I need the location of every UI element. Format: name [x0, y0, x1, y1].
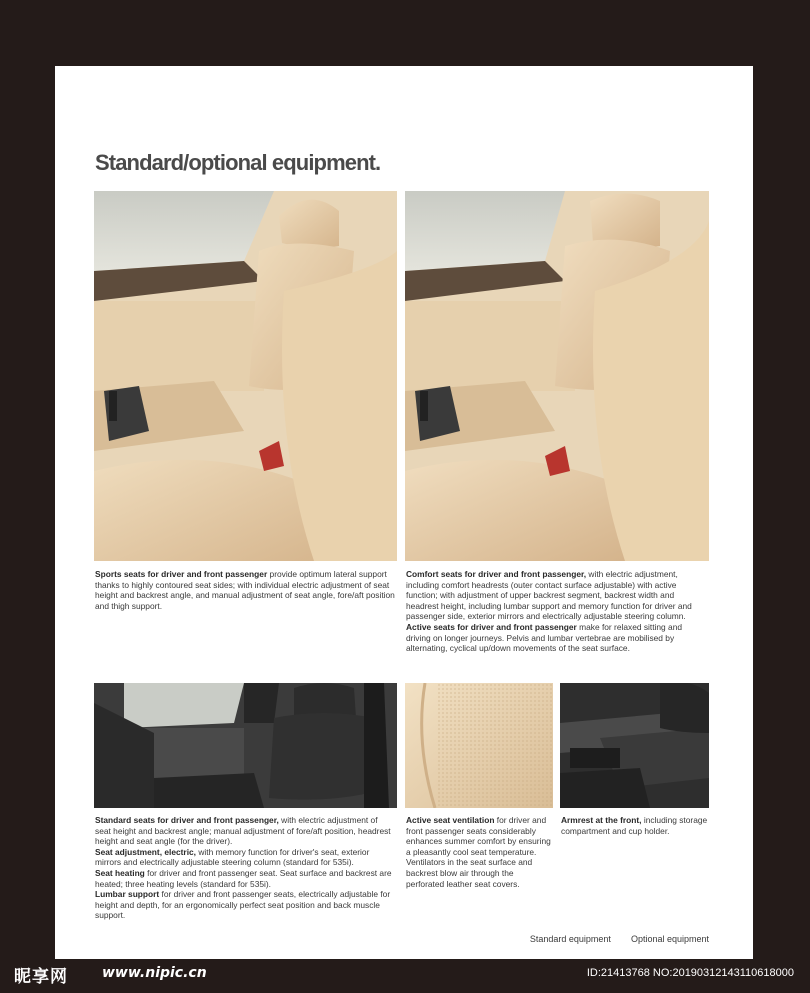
armrest-photo — [560, 683, 709, 808]
watermark-logo: 昵享网 — [14, 967, 68, 987]
caption-heading: Comfort seats for driver and front passenger, — [406, 569, 587, 579]
page-title: Standard/optional equipment. — [95, 150, 381, 175]
comfort-seats-caption — [406, 569, 708, 654]
seat-ventilation-caption — [406, 815, 552, 889]
caption-body: with memory function for driver's seat, exterior mirrors and electrically adjustable steering column (standard for 535i). — [95, 846, 370, 868]
caption-body: including storage compartment and cup holder. — [561, 815, 708, 836]
sports-seats-photo — [94, 191, 397, 561]
caption-heading: Active seat ventilation — [406, 815, 495, 825]
sports-seats-caption — [95, 569, 395, 611]
comfort-seats-photo — [405, 191, 709, 561]
caption-heading: Seat heating — [95, 867, 145, 878]
equipment-legend — [530, 934, 709, 944]
watermark-id: ID:21413768 NO:20190312143110618000 — [586, 967, 794, 979]
caption-heading: Armrest at the front, — [561, 815, 642, 825]
caption-body: with electric adjustment of seat height and backrest angle; manual adjustment of fore/aft position, headrest height and seat angle (for the driver). — [95, 815, 391, 847]
caption-body: for driver and front passenger seat. Seat surface and backrest are heated; three heating levels (standard for 535i). — [95, 867, 392, 889]
legend-optional: Optional equipment — [630, 934, 709, 944]
caption-body: make for relaxed sitting and driving on longer journeys. Pelvis and lumbar vertebrae are mobilised by alternating, cyclical up/down movements of the seat surface. — [406, 621, 683, 654]
caption-body: for driver and front passenger seats considerably enhances summer comfort by ensuring a pleasantly cool seat temperature. Ventilators in the seat surface and backrest blow air through the perforated leather seat covers. — [406, 815, 551, 889]
seat-ventilation-photo — [405, 683, 553, 808]
watermark-url: www.nipic.cn — [102, 965, 207, 981]
caption-body: for driver and front passenger seats, electrically adjustable for height and depth, for an ergonomically perfect seat position and back muscle support. — [95, 889, 391, 921]
caption-heading: Standard seats for driver and front passenger, — [95, 815, 279, 825]
caption-heading: Lumbar support — [95, 889, 160, 900]
standard-seats-caption — [95, 815, 395, 921]
caption-heading: Active seats for driver and front passenger — [406, 621, 577, 632]
caption-heading: Sports seats for driver and front passenger — [95, 569, 268, 579]
caption-heading: Seat adjustment, electric, — [95, 846, 197, 857]
caption-body: with electric adjustment, including comfort headrests (outer contact surface adjustable) with active function; with adjustment of upper backrest segment, backrest width and headrest height, including lumbar support and memory function for driver and passenger side, exterior mirrors and electrically adjustable steering column. — [406, 569, 692, 622]
standard-seats-photo — [94, 683, 397, 808]
legend-standard: Standard equipment — [529, 934, 611, 944]
brochure-page — [55, 66, 753, 959]
armrest-caption — [561, 815, 709, 836]
caption-body: provide optimum lateral support thanks to highly contoured seat sides; with individual electric adjustment of seat height and backrest angle, and manual adjustment of seat angle, fore/aft position and thigh support. — [95, 569, 395, 611]
